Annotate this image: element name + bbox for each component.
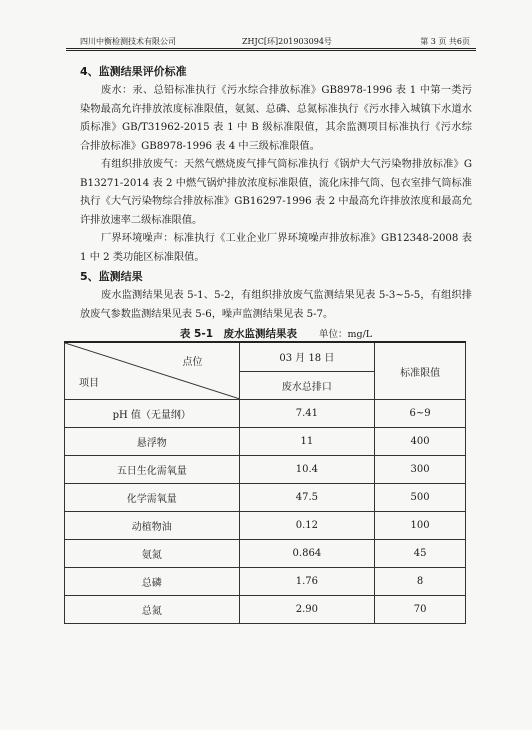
- item-cell: pH 值（无量纲）: [65, 400, 240, 428]
- diagonal-header-cell: [65, 342, 240, 400]
- limit-cell: 70: [375, 596, 466, 624]
- diagonal-line: [65, 343, 240, 399]
- page-header: [66, 34, 476, 49]
- date-header: 03 月 18 日: [239, 342, 375, 371]
- item-cell: 总磷: [65, 568, 240, 596]
- item-label: 项目: [79, 378, 99, 389]
- table-caption: [80, 326, 472, 341]
- wastewater-standard-paragraph: 废水：汞、总铅标准执行《污水综合排放标准》GB8978-1996 表 1 中第一类污染物最高允许排放浓度标准限值，氨氮、总磷、总氮标准执行《污水排入城镇下水道水质标准》GB/T31962-2015 表 1 中 B 级标准限值，其余监测项目标准执行《污水综合排放标准》GB8978-1996 表 4 中三级标准限值。: [80, 85, 472, 152]
- item-cell: 化学需氧量: [65, 484, 240, 512]
- limit-cell: 300: [375, 456, 466, 484]
- table-row: [65, 400, 466, 428]
- limit-cell: 500: [375, 484, 466, 512]
- results-overview-paragraph: 废水监测结果见表 5-1、5-2，有组织排放废气监测结果见表 5-3~5-5，有组织排放废气参数监测结果见表 5-6，噪声监测结果见表 5-7。: [80, 290, 472, 320]
- table-row: [65, 428, 466, 456]
- table-title: 表 5-1 废水监测结果表: [179, 328, 297, 340]
- item-cell: 五日生化需氧量: [65, 456, 240, 484]
- page-number: 第 3 页 共6页: [420, 37, 470, 46]
- point-label: 点位: [182, 357, 203, 368]
- red-stamp-fragment: [522, 356, 532, 476]
- wastewater-results-table: [64, 341, 466, 624]
- limit-cell: 8: [375, 568, 466, 596]
- table-unit: 单位：mg/L: [319, 329, 373, 340]
- company-name: 四川中衡检测技术有限公司: [80, 37, 176, 46]
- value-cell: 11: [239, 428, 375, 456]
- value-cell: 7.41: [239, 400, 375, 428]
- table-row: [65, 568, 466, 596]
- table-header-row: [65, 342, 466, 371]
- limit-cell: 45: [375, 540, 466, 568]
- table-row: [65, 484, 466, 512]
- location-header: 废水总排口: [239, 371, 375, 400]
- section-4-title: 4、监测结果评价标准: [80, 65, 187, 78]
- value-cell: 2.90: [239, 596, 375, 624]
- header-rule: [66, 50, 476, 51]
- report-number: ZHJC[环]201903094号: [242, 37, 332, 46]
- limit-cell: 6~9: [375, 400, 466, 428]
- table-row: [65, 456, 466, 484]
- value-cell: 0.12: [239, 512, 375, 540]
- table-row: [65, 596, 466, 624]
- section-5-title: 5、监测结果: [80, 270, 143, 283]
- limit-header: 标准限值: [375, 342, 466, 400]
- value-cell: 1.76: [239, 568, 375, 596]
- item-cell: 总氮: [65, 596, 240, 624]
- exhaust-gas-standard-paragraph: 有组织排放废气：天然气燃烧废气排气筒标准执行《锅炉大气污染物排放标准》GB13271-2014 表 2 中燃气锅炉排放浓度标准限值，流化床排气筒、包衣室排气筒标准执行《大气污染物综合排放标准》GB16297-1996 表 2 中最高允许排放浓度和最高允许排放速率二级标准限值。: [80, 159, 472, 226]
- limit-cell: 100: [375, 512, 466, 540]
- item-cell: 悬浮物: [65, 428, 240, 456]
- body-text: [80, 62, 472, 324]
- noise-standard-paragraph: 厂界环境噪声：标准执行《工业企业厂界环境噪声排放标准》GB12348-2008 表 1 中 2 类功能区标准限值。: [80, 233, 472, 263]
- item-cell: 氨氮: [65, 540, 240, 568]
- limit-cell: 400: [375, 428, 466, 456]
- table-row: [65, 540, 466, 568]
- value-cell: 47.5: [239, 484, 375, 512]
- item-cell: 动植物油: [65, 512, 240, 540]
- value-cell: 0.864: [239, 540, 375, 568]
- value-cell: 10.4: [239, 456, 375, 484]
- table-row: [65, 512, 466, 540]
